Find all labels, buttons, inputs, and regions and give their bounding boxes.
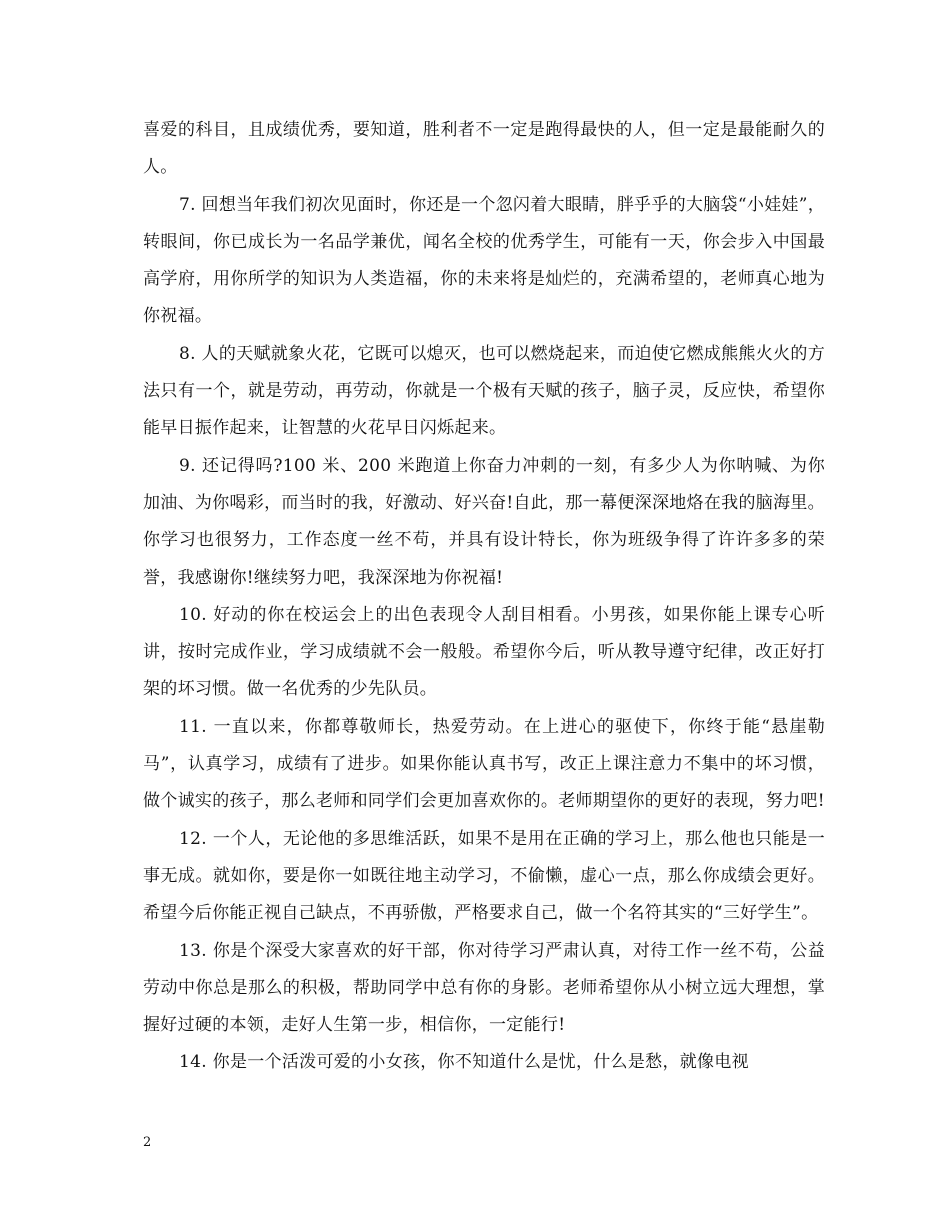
paragraph-13: 13. 你是个深受大家喜欢的好干部，你对待学习严肃认真，对待工作一丝不苟，公益劳动中你总是那么的积极，帮助同学中总有你的身影。老师希望你从小树立远大理想，掌握好过硬的本领，走好人生第一步，相信你，一定能行! xyxy=(143,940,825,1036)
paragraph-7: 7. 回想当年我们初次见面时，你还是一个忽闪着大眼睛，胖乎乎的大脑袋“小娃娃”，转眼间，你已成长为一名品学兼优，闻名全校的优秀学生，可能有一天，你会步入中国最高学府，用你所学的知识为人类造福，你的未来将是灿烂的，充满希望的，老师真心地为你祝福。 xyxy=(143,194,826,327)
paragraph-10: 10. 好动的你在校运会上的出色表现令人刮目相看。小男孩，如果你能上课专心听讲，按时完成作业，学习成绩就不会一般般。希望你今后，听从教导遵守纪律，改正好打架的坏习惯。做一名优秀的少先队员。 xyxy=(143,604,825,700)
paragraph-12: 12. 一个人，无论他的多思维活跃，如果不是用在正确的学习上，那么他也只能是一事无成。就如你，要是你一如既往地主动学习，不偷懒，虚心一点，那么你成绩会更好。希望今后你能正视自己缺点，不再骄傲，严格要求自己，做一个名符其实的“三好学生”。 xyxy=(143,828,825,924)
paragraph-14: 14. 你是一个活泼可爱的小女孩，你不知道什么是忧，什么是愁，就像电视 xyxy=(179,1052,749,1073)
paragraph-9: 9. 还记得吗?100 米、200 米跑道上你奋力冲刺的一刻，有多少人为你呐喊、为你加油、为你喝彩，而当时的我，好激动、好兴奋!自此，那一幕便深深地烙在我的脑海里。你学习也很努力，工作态度一丝不苟，并具有设计特长，你为班级争得了许许多多的荣誉，我感谢你!继续努力吧，我深深地为你祝福! xyxy=(143,455,825,588)
body-text xyxy=(143,112,825,1082)
paragraph-11: 11. 一直以来，你都尊敬师长，热爱劳动。在上进心的驱使下，你终于能“悬崖勒马”，认真学习，成绩有了进步。如果你能认真书写，改正上课注意力不集中的坏习惯，做个诚实的孩子，那么老师和同学们会更加喜欢你的。老师期望你的更好的表现，努力吧! xyxy=(143,716,825,812)
paragraph-continuation: 喜爱的科目，且成绩优秀，要知道，胜利者不一定是跑得最快的人，但一定是最能耐久的人。 xyxy=(143,120,825,178)
paragraph-8: 8. 人的天赋就象火花，它既可以熄灭，也可以燃烧起来，而迫使它燃成熊熊火火的方法只有一个，就是劳动，再劳动，你就是一个极有天赋的孩子，脑子灵，反应快，希望你能早日振作起来，让智慧的火花早日闪烁起来。 xyxy=(143,343,825,439)
page-number: 2 xyxy=(143,1135,152,1150)
